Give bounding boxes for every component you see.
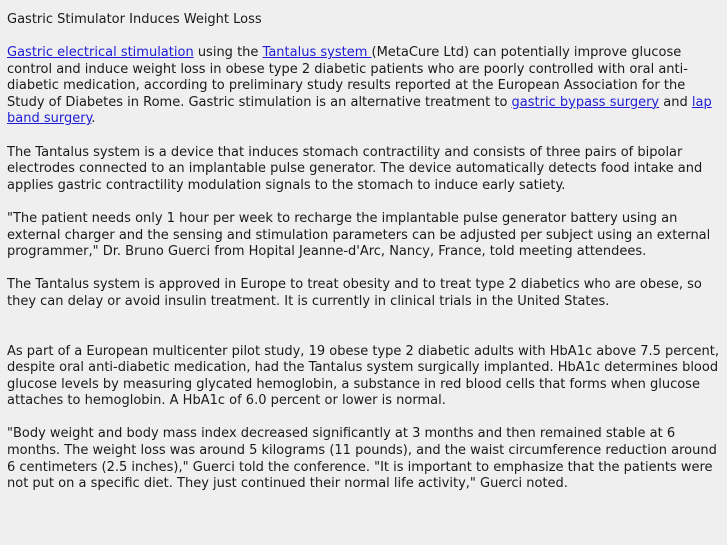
intro-text-1: using the (193, 45, 263, 60)
paragraph-quote-guerci: "The patient needs only 1 hour per week to recharge the implantable pulse generator battery using an external charger and the sensing and stimulation parameters can be adjusted per subject using an external programmer," Dr. Bruno Guerci from Hopital Jeanne-d'Arc, Nancy, France, told meeting attendees. (7, 210, 711, 260)
gastric-electrical-stimulation-link[interactable]: Gastric electrical stimulation (7, 45, 194, 60)
paragraph-results-quote: "Body weight and body mass index decreased significantly at 3 months and then remained stable at 6 months. The weight loss was around 5 kilograms (11 pounds), and the waist circumference reduction around 6 centimeters (2.5 inches)," Guerci told the conference. "It is important to emphasize that the patients were not put on a specific diet. They just continued their normal life activity," Guerci noted. (7, 426, 717, 492)
gastric-bypass-surgery-link[interactable]: gastric bypass surgery (511, 94, 660, 110)
paragraph-intro (7, 45, 720, 128)
intro-text-4: . (91, 111, 96, 127)
lap-band-surgery-link[interactable]: lap band surgery (7, 94, 712, 127)
paragraph-device: The Tantalus system is a device that induces stomach contractility and consists of three pairs of bipolar electrodes connected to an implantable pulse generator. The device automatically detects food intake and applies gastric contractility modulation signals to the stomach to induce early satiety. (7, 144, 703, 193)
intro-text-2: (MetaCure Ltd) can potentially improve glucose control and induce weight loss in obese type 2 diabetic patients who are poorly controlled with oral anti-diabetic medication, according to preliminary study results reported at the European Association for the Study of Diabetes in Rome. Gastric stimulation is an alternative treatment to (7, 45, 688, 110)
paragraph-pilot-study: As part of a European multicenter pilot study, 19 obese type 2 diabetic adults with HbA1c above 7.5 percent, despite oral anti-diabetic medication, had the Tantalus system surgically implanted. HbA1c determines blood glucose levels by measuring glycated hemoglobin, a substance in red blood cells that forms when glucose attaches to hemoglobin. A HbA1c of 6.0 percent or lower is normal. (7, 343, 719, 409)
article-title: Gastric Stimulator Induces Weight Loss (7, 12, 262, 27)
tantalus-system-link[interactable]: Tantalus system (262, 45, 372, 60)
intro-text-3: and (659, 94, 692, 110)
paragraph-approval: The Tantalus system is approved in Europe to treat obesity and to treat type 2 diabetics who are obese, so they can delay or avoid insulin treatment. It is currently in clinical trials in the United States. (7, 277, 702, 309)
